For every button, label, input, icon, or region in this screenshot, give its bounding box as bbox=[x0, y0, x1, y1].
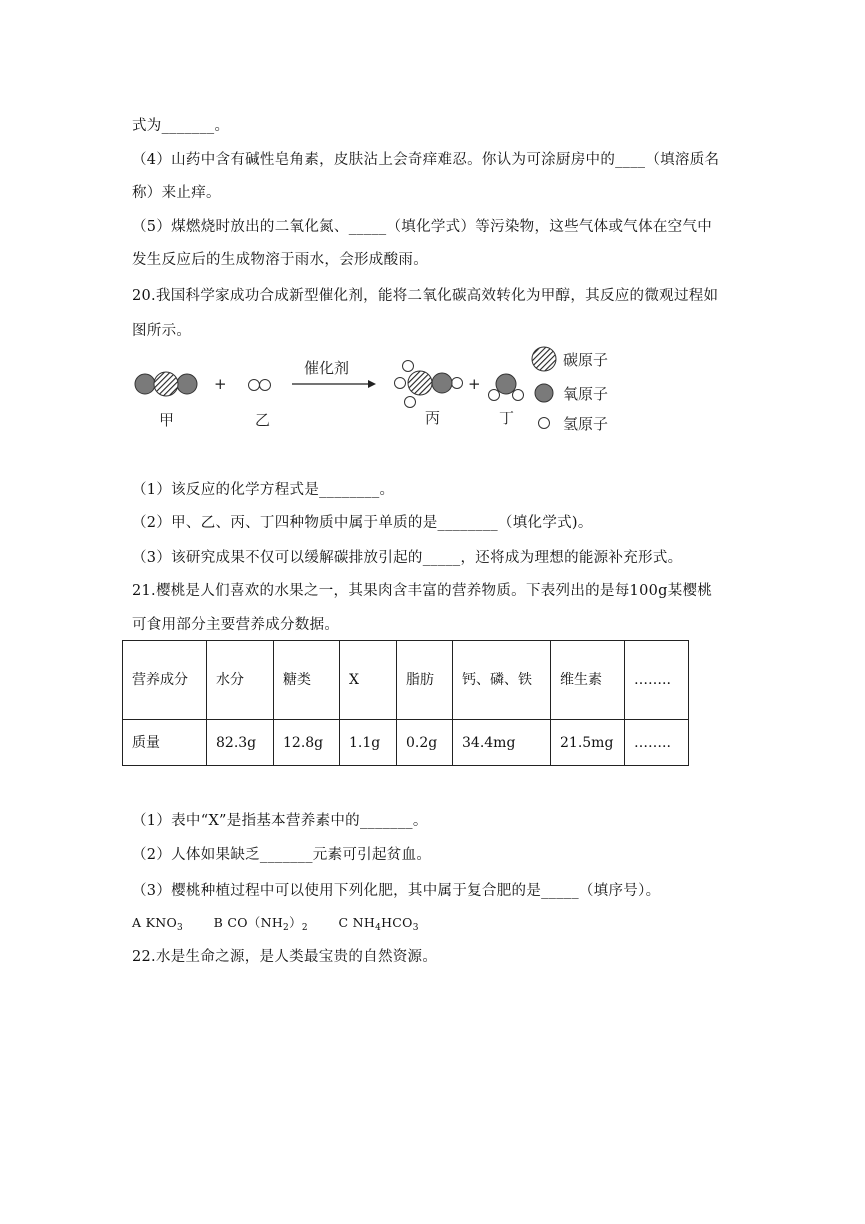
table-cell: 脂肪 bbox=[397, 641, 453, 720]
hydrogen-atom bbox=[403, 361, 414, 372]
text-line: 式为_______。 bbox=[132, 118, 230, 134]
table-cell: 82.3g bbox=[207, 720, 274, 766]
table-cell: 钙、磷、铁 bbox=[453, 641, 551, 720]
hydrogen-atom bbox=[489, 390, 500, 401]
reaction-arrow bbox=[292, 380, 376, 388]
oxygen-atom bbox=[496, 374, 516, 394]
oxygen-atom bbox=[177, 374, 197, 394]
table-cell: 维生素 bbox=[551, 641, 625, 720]
hydrogen-atom bbox=[452, 378, 463, 389]
hydrogen-atom bbox=[395, 378, 406, 389]
table-cell: X bbox=[340, 641, 397, 720]
plus-sign: + bbox=[468, 375, 481, 393]
label-bing: 丙 bbox=[425, 409, 441, 427]
table-row bbox=[123, 720, 689, 766]
fertilizer-options bbox=[132, 913, 419, 933]
molecule-ding bbox=[489, 374, 524, 401]
table-cell: 质量 bbox=[123, 720, 207, 766]
table-cell: 糖类 bbox=[274, 641, 340, 720]
question-21-2: （2）人体如果缺乏_______元素可引起贫血。 bbox=[132, 847, 432, 863]
question-19-5: （5）煤燃烧时放出的二氧化氮、_____（填化学式）等污染物，这些气体或气体在空气中 bbox=[132, 219, 713, 235]
question-19-4: （4）山药中含有碱性皂角素，皮肤沾上会奇痒难忍。你认为可涂厨房中的____（填溶质名 bbox=[132, 152, 720, 168]
label-ding: 丁 bbox=[499, 409, 515, 427]
table-row bbox=[123, 641, 689, 720]
text-line: 称）来止痒。 bbox=[132, 185, 221, 201]
question-20: 20.我国科学家成功合成新型催化剂，能将二氧化碳高效转化为甲醇，其反应的微观过程如 bbox=[132, 288, 719, 304]
table-cell: 34.4mg bbox=[453, 720, 551, 766]
table-cell: 1.1g bbox=[340, 720, 397, 766]
table-cell: 12.8g bbox=[274, 720, 340, 766]
legend-oxygen-label: 氧原子 bbox=[563, 385, 609, 403]
hydrogen-atom bbox=[260, 380, 271, 391]
question-22: 22.水是生命之源，是人类最宝贵的自然资源。 bbox=[132, 949, 438, 965]
question-20-3: （3）该研究成果不仅可以缓解碳排放引起的_____，还将成为理想的能源补充形式。 bbox=[132, 550, 683, 566]
legend bbox=[532, 347, 608, 433]
oxygen-atom bbox=[135, 374, 155, 394]
legend-hydrogen-icon bbox=[539, 418, 550, 429]
question-21-1: （1）表中“X”是指基本营养素中的_______。 bbox=[132, 813, 428, 829]
option-b: B $CO(NH_2)_2$ bbox=[213, 915, 308, 933]
option-c: C $NH_4HCO_3$ bbox=[338, 915, 419, 933]
question-20-1: （1）该反应的化学方程式是________。 bbox=[132, 482, 395, 498]
option-a: A $KNO_3$ bbox=[132, 915, 184, 933]
question-20-2: （2）甲、乙、丙、丁四种物质中属于单质的是________（填化学式)。 bbox=[132, 515, 593, 531]
carbon-atom bbox=[408, 371, 432, 395]
legend-hydrogen-label: 氢原子 bbox=[563, 415, 609, 433]
table-cell: 0.2g bbox=[397, 720, 453, 766]
oxygen-atom bbox=[432, 373, 452, 393]
question-21-3: （3）樱桃种植过程中可以使用下列化肥，其中属于复合肥的是_____（填序号）。 bbox=[132, 883, 661, 899]
text-line: 图所示。 bbox=[132, 323, 192, 339]
catalyst-label: 催化剂 bbox=[304, 359, 350, 377]
table-cell: 营养成分 bbox=[123, 641, 207, 720]
table-cell: 21.5mg bbox=[551, 720, 625, 766]
question-21: 21.樱桃是人们喜欢的水果之一，其果肉含丰富的营养物质。下表列出的是每100g某樱桃 bbox=[132, 583, 713, 599]
plus-sign: + bbox=[214, 375, 227, 393]
molecule-bing bbox=[395, 361, 463, 408]
reaction-diagram bbox=[128, 340, 628, 440]
label-jia: 甲 bbox=[159, 411, 175, 429]
legend-carbon-label: 碳原子 bbox=[563, 351, 609, 369]
legend-oxygen-icon bbox=[535, 384, 553, 402]
table-cell: 水分 bbox=[207, 641, 274, 720]
legend-carbon-icon bbox=[532, 347, 556, 371]
nutrition-table bbox=[122, 640, 689, 766]
molecule-jia bbox=[135, 372, 197, 396]
text-line: 可食用部分主要营养成分数据。 bbox=[132, 617, 340, 633]
table-cell: …….. bbox=[625, 720, 689, 766]
text-line: 发生反应后的生成物溶于雨水，会形成酸雨。 bbox=[132, 252, 428, 268]
carbon-atom bbox=[154, 372, 178, 396]
hydrogen-atom bbox=[513, 390, 524, 401]
molecule-yi bbox=[249, 380, 271, 391]
hydrogen-atom bbox=[249, 380, 260, 391]
label-yi: 乙 bbox=[255, 411, 271, 429]
hydrogen-atom bbox=[405, 397, 416, 408]
table-cell: …….. bbox=[625, 641, 689, 720]
